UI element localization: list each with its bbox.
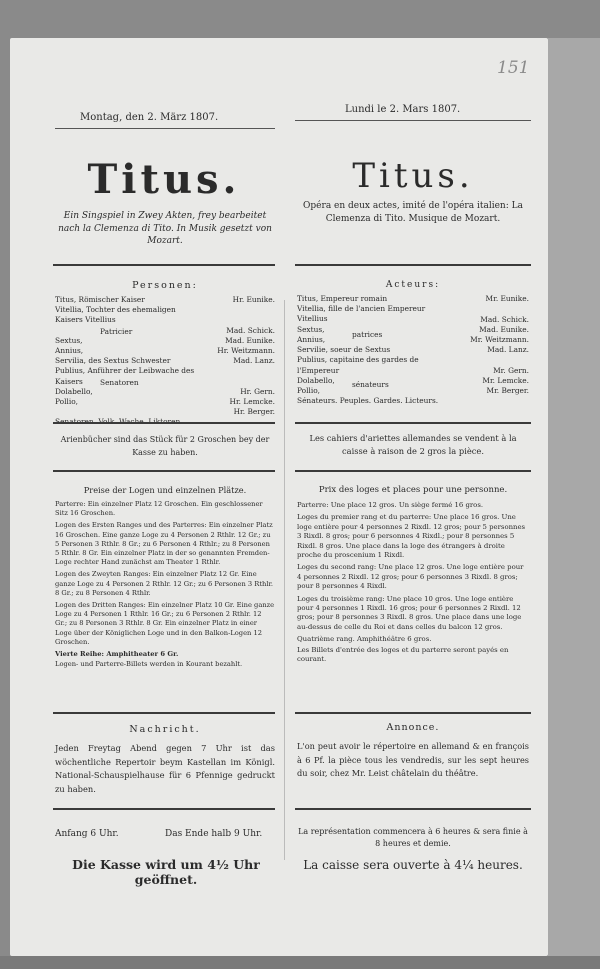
fr-date: Lundi le 2. Mars 1807. [345,104,461,115]
de-end-time: Das Ende halb 9 Uhr. [165,829,263,839]
divider [55,128,275,129]
de-prices-heading: Preise der Logen und einzelnen Plätze. [83,485,247,495]
divider [53,422,275,424]
price-item: Loges du troisième rang: Une place 10 gros. Une loge entière pour 4 personnes 1 Rixdl. 16 gros; pour 6 personnes 2 Rixdl. 12 gros; pour 8 personnes 3 Rixdl. 8 gros. Une place dans une loge au-dessus de celle du Roi et dans celles du balcon 12 gros. [297,594,522,631]
de-notice-heading: Nachricht. [129,724,201,735]
cast-row: Vitellia, fille de l'ancien Empereur Vitellius [297,304,426,324]
cast-actor: Mad. Schick. [226,325,275,335]
cast-actor: Hr. Berger. [233,407,275,417]
cast-row: Pollio, Hr. Lemcke. [55,397,275,407]
divider [295,264,531,266]
fr-libretto-note: Les cahiers d'ariettes allemandes se vendent à la caisse à raison de 2 gros la pièce. [309,433,517,456]
page-edge [548,38,600,969]
de-libretto-note: Arienbücher sind das Stück für 2 Groschen bey der Kasse zu haben. [60,435,270,457]
de-start-time: Anfang 6 Uhr. [55,829,119,839]
de-subtitle: Ein Singspiel in Zwey Akten, frey bearbeitet nach la Clemenza di Tito. In Musik gesetzt von Mozart. [58,211,272,246]
de-personen-heading: Personen: [132,280,198,291]
fr-box-office: La caisse sera ouverte à 4¼ heures. [303,858,523,872]
cast-actor: Mad. Schick. [480,314,529,324]
fr-notice-heading: Annonce. [386,722,440,733]
fr-senateurs-label: sénateurs [352,380,389,389]
de-date: Montag, den 2. März 1807. [80,112,219,123]
divider [53,470,275,472]
divider [295,120,531,121]
price-item: Loges du second rang: Une place 12 gros. Une loge entière pour 4 personnes 2 Rixdl. 12 gros; pour 6 personnes 3 Rixdl. 8 gros; pour 8 personnes 4 Rixdl. [297,563,524,591]
cast-row: Publius, Anführer der Leibwache des Kaisers [55,366,195,386]
price-item: Quatrième rang. Amphithéâtre 6 gros. [297,635,432,644]
de-title: Titus. [87,156,241,203]
fr-title: Titus. [352,156,474,196]
divider [295,470,531,472]
folio-number: 151 [497,58,530,78]
fr-subtitle: Opéra en deux actes, imité de l'opéra italien: La Clemenza di Tito. Musique de Mozart. [303,201,523,224]
cast-row: Publius, capitaine des gardes de l'Empereur [297,355,419,375]
cast-row: Sextus, Mad. Eunike. [297,324,529,334]
fr-price-list [297,501,529,665]
fr-prices-heading: Prix des loges et places pour une personne. [318,485,508,495]
price-item: Logen des Zweyten Ranges: Ein einzelner Platz 12 Gr. Eine ganze Loge zu 4 Personen 2 Rthlr. 12 Gr.; zu 6 Personen 3 Rthlr. 8 Gr.; zu 8 Personen 4 Rthlr. [55,570,274,597]
price-item: Les Billets d'entrée des loges et du parterre seront payés en courant. [297,645,509,664]
cast-row: Servilie, soeur de Sextus Mad. Lanz. [297,345,529,355]
divider [53,264,275,266]
page-shadow [0,956,600,969]
cast-row: Servilia, des Sextus Schwester Mad. Lanz. [55,356,275,366]
de-senatoren-label: Senatoren [100,378,139,387]
cast-row: Dolabello, Mr. Lemcke. [297,376,529,386]
de-box-office: Die Kasse wird um 4½ Uhr geöffnet. [72,857,260,887]
fr-cast-list [297,294,529,407]
de-cast-list [55,295,275,428]
price-item: Parterre: Une place 12 gros. Un siège fermé 16 gros. [297,501,484,509]
cast-row: Titus, Römischer Kaiser Hr. Eunike. [55,295,275,304]
de-patricier-label: Patricier [100,327,133,336]
de-notice: Jeden Freytag Abend gegen 7 Uhr ist das wöchentliche Repertoir beym Kastellan im Königl. National-Schauspielhause für 6 Pfennige gedruckt zu haben. [55,743,275,794]
cast-row: Titus, Empereur romain Mr. Eunike. [297,294,529,303]
cast-row: Annius, Mr. Weitzmann. [297,335,529,345]
cast-row: Dolabello, Hr. Gern. [55,386,275,396]
cast-row: Annius, Hr. Weitzmann. [55,346,275,356]
cast-actor: Mr. Gern. [493,365,529,375]
de-price-list [55,500,275,669]
divider [295,808,531,810]
fr-notice: L'on peut avoir le répertoire en allemand & en françois à 6 Pf. la pièce tous les vendredis, sur les sept heures du soir, chez Mr. Leist châtelain du théâtre. [297,741,529,778]
fr-acteurs-heading: Acteurs: [385,280,441,290]
divider [53,712,275,714]
cast-row: Sénateurs. Peuples. Gardes. Licteurs. [297,396,439,406]
price-item: Logen des Dritten Ranges: Ein einzelner Platz 10 Gr. Eine ganze Loge zu 4 Personen 1 Rthlr. 16 Gr.; zu 6 Personen 2 Rthlr. 12 Gr.; zu 8 Personen 3 Rthlr. 8 Gr. Ein einzelner Platz in einer Loge über der Königlichen Loge und in den Balkon-Logen 12 Groschen. [55,601,275,646]
cast-row: Vitellia, Tochter des ehemaligen Kaisers Vitellius [55,305,176,325]
cast-row: Pollio, Mr. Berger. [297,386,529,396]
column-separator [284,300,285,860]
cast-row: Sextus, Mad. Eunike. [55,335,275,345]
price-item: Logen des Ersten Ranges und des Parterres: Ein einzelner Platz 16 Groschen. Eine ganze Loge zu 4 Personen 2 Rthlr. 12 Gr.; zu 5 Personen 3 Rthlr. 8 Gr.; zu 6 Personen 4 Rthlr.; zu 8 Personen 5 Rthlr. 8 Gr. Ein einzelner Platz in der so genannten Fremden-Loge rechter Hand zunächst am Theater 1 Rthlr. [55,521,273,567]
price-item: Loges du premier rang et du parterre: Une place 16 gros. Une loge entière pour 4 personnes 2 Rixdl. 12 gros; pour 5 personnes 3 Rixdl. 8 gros; pour 6 personnes 4 Rixdl.; pour 8 personnes 5 Rixdl. 8 gros. Une place dans la loge des étrangers à droite proche du proscenium 1 Rixdl. [297,513,526,560]
price-item: Logen- und Parterre-Billets werden in Kourant bezahlt. [55,660,243,669]
fr-start-end: La représentation commencera à 6 heures & sera finie à 8 heures et demie. [298,827,528,848]
price-item: Parterre: Ein einzelner Platz 12 Groschen. Ein geschlossener Sitz 16 Groschen. [55,500,263,518]
divider [295,422,531,424]
divider [53,808,275,810]
price-item: Vierte Reihe: Amphitheater 6 Gr. [55,650,179,659]
divider [295,712,531,714]
fr-patrices-label: patrices [352,330,383,339]
